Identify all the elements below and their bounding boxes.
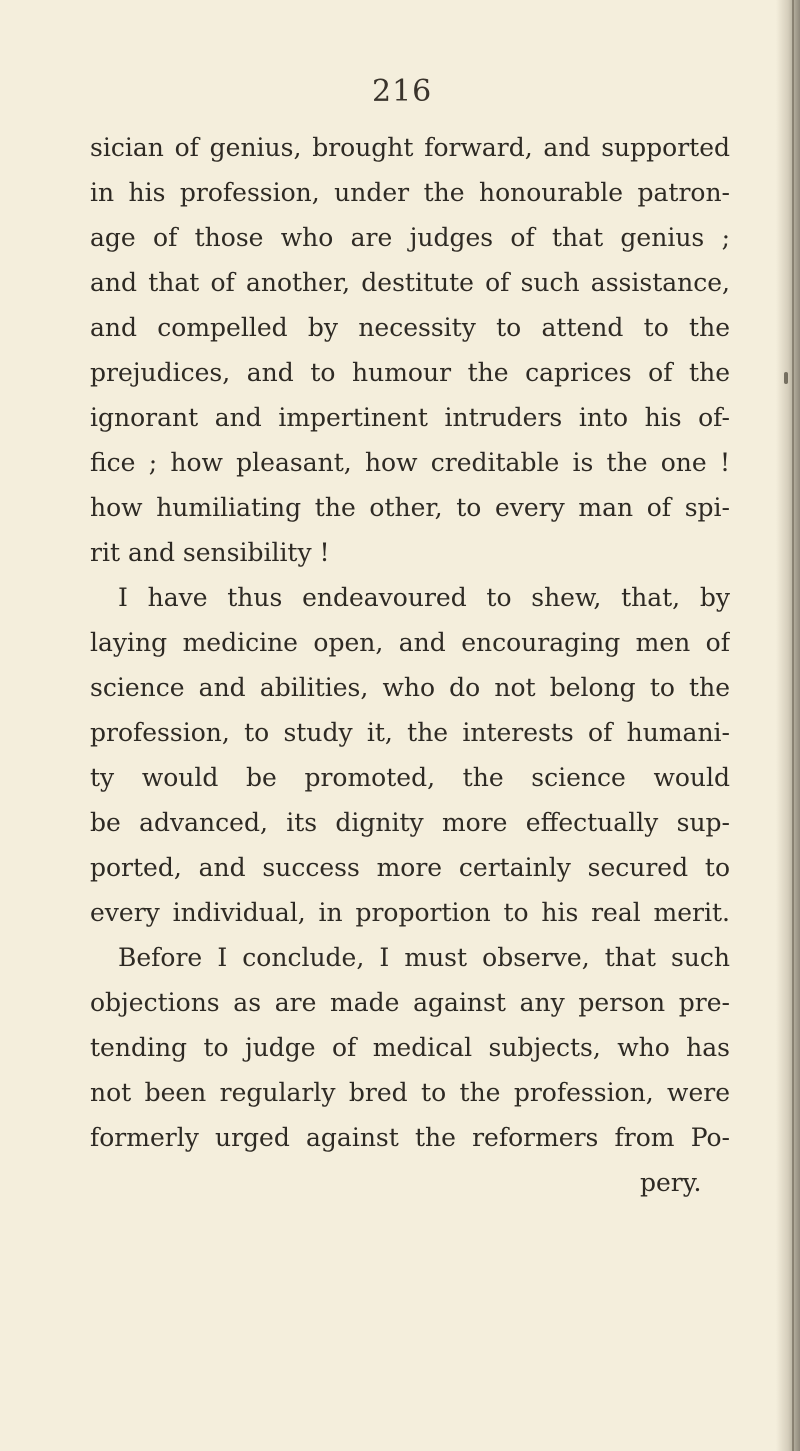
text-line: be advanced, its dignity more effectually sup- xyxy=(90,808,730,837)
text-line: Before I conclude, I must observe, that such xyxy=(118,943,730,972)
page-edge xyxy=(792,0,794,1451)
text-line: prejudices, and to humour the caprices of the xyxy=(90,358,730,387)
text-line: formerly urged against the reformers from Po- xyxy=(90,1123,730,1152)
ink-speck xyxy=(784,372,788,384)
text-line: ty would be promoted, the science would xyxy=(90,763,730,792)
text-line: and that of another, destitute of such assistance, xyxy=(90,268,730,297)
text-line: ignorant and impertinent intruders into his of- xyxy=(90,403,730,432)
text-line: how humiliating the other, to every man of spi- xyxy=(90,493,730,522)
text-line: sician of genius, brought forward, and supported xyxy=(90,133,730,162)
text-line: not been regularly bred to the profession, were xyxy=(90,1078,730,1107)
text-line: ported, and success more certainly secured to xyxy=(90,853,730,882)
text-line: and compelled by necessity to attend to the xyxy=(90,313,730,342)
text-line: science and abilities, who do not belong to the xyxy=(90,673,730,702)
text-line: fice ; how pleasant, how creditable is the one ! xyxy=(90,448,730,477)
catchword: pery. xyxy=(640,1168,702,1197)
text-line: every individual, in proportion to his real merit. xyxy=(90,898,730,927)
text-line: in his profession, under the honourable patron- xyxy=(90,178,730,207)
text-line: objections as are made against any person pre- xyxy=(90,988,730,1017)
text-line: I have thus endeavoured to shew, that, by xyxy=(118,583,730,612)
text-line: laying medicine open, and encouraging men of xyxy=(90,628,730,657)
text-line: rit and sensibility ! xyxy=(90,538,330,567)
text-line: tending to judge of medical subjects, who has xyxy=(90,1033,730,1062)
text-line: age of those who are judges of that genius ; xyxy=(90,223,730,252)
text-line: profession, to study it, the interests of humani- xyxy=(90,718,730,747)
page-number: 216 xyxy=(372,74,433,109)
